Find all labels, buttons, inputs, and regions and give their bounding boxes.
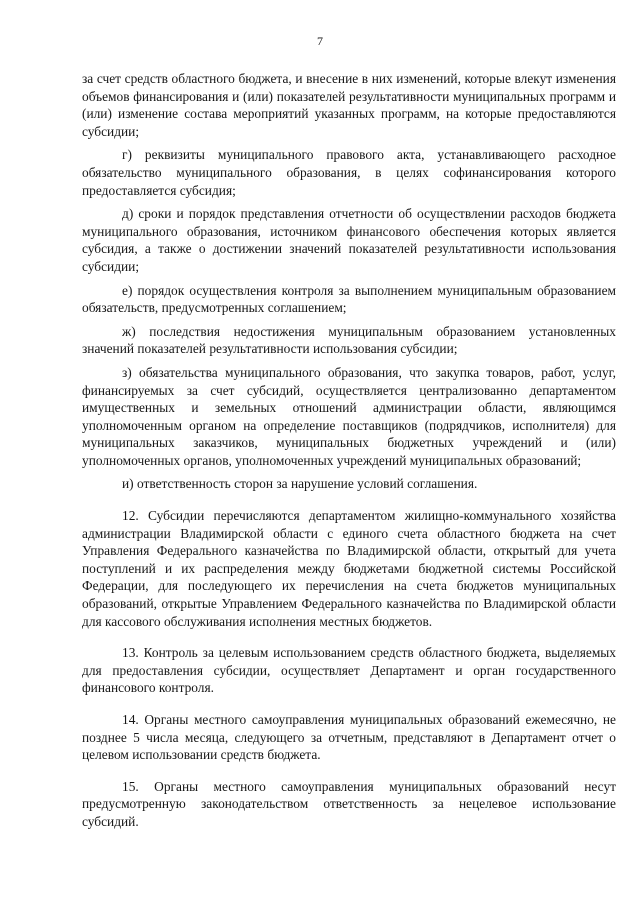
- paragraph-item-z: з) обязательства муниципального образования, что закупка товаров, работ, услуг, финансируемых за счет субсидий, осуществляется централизованно департаментом имущественных и земельных отношений администрации области, являющимся уполномоченным органом на определение поставщиков (подрядчиков, исполнителя) для муниципальных заказчиков, муниципальных бюджетных учреждений и (или) уполномоченных органов, уполномоченных учреждений муниципальных образований;: [82, 364, 616, 468]
- paragraph-item-g: г) реквизиты муниципального правового акта, устанавливающего расходное обязательство муниципального образования, в целях софинансирования которого предоставляется субсидия;: [82, 147, 616, 198]
- paragraph-15: 15. Органы местного самоуправления муниципальных образований несут предусмотренную законодательством ответственность за нецелевое использование субсидий.: [82, 778, 616, 829]
- document-body: [82, 70, 616, 837]
- paragraph-item-e: е) порядок осуществления контроля за выполнением муниципальным образованием обязательств, предусмотренных соглашением;: [82, 282, 616, 316]
- paragraph-14: 14. Органы местного самоуправления муниципальных образований ежемесячно, не позднее 5 числа месяца, следующего за отчетным, представляют в Департамент отчет о целевом использовании средств бюджета.: [82, 712, 616, 763]
- paragraph-item-d: д) сроки и порядок представления отчетности об осуществлении расходов бюджета муниципального образования, источником финансового обеспечения которых является субсидия, а также о достижении значений показателей результативности использования субсидии;: [82, 206, 616, 274]
- paragraph-12: 12. Субсидии перечисляются департаментом жилищно-коммунального хозяйства администрации Владимирской области с единого счета областного бюджета на счет Управления Федерального казначейства по Владимирской области, открытый для учета поступлений и их распределения между бюджетами бюджетной системы Российской Федерации, для последующего их перечисления на счета бюджетов муниципальных образований, открытые Управлением Федерального казначейства по Владимирской области для кассового обслуживания исполнения местных бюджетов.: [82, 508, 616, 629]
- paragraph-continuation: за счет средств областного бюджета, и внесение в них изменений, которые влекут изменения объемов финансирования и (или) показателей результативности муниципальных программ и (или) изменение состава мероприятий указанных программ, на которые предоставляются субсидии;: [82, 71, 616, 139]
- page-number: 7: [317, 34, 323, 48]
- paragraph-item-i: и) ответственность сторон за нарушение условий соглашения.: [122, 476, 478, 492]
- paragraph-13: 13. Контроль за целевым использованием средств областного бюджета, выделяемых для предоставления субсидии, осуществляет Департамент и орган государственного финансового контроля.: [82, 645, 616, 696]
- paragraph-item-zh: ж) последствия недостижения муниципальным образованием установленных значений показателей результативности использования субсидии;: [82, 323, 616, 357]
